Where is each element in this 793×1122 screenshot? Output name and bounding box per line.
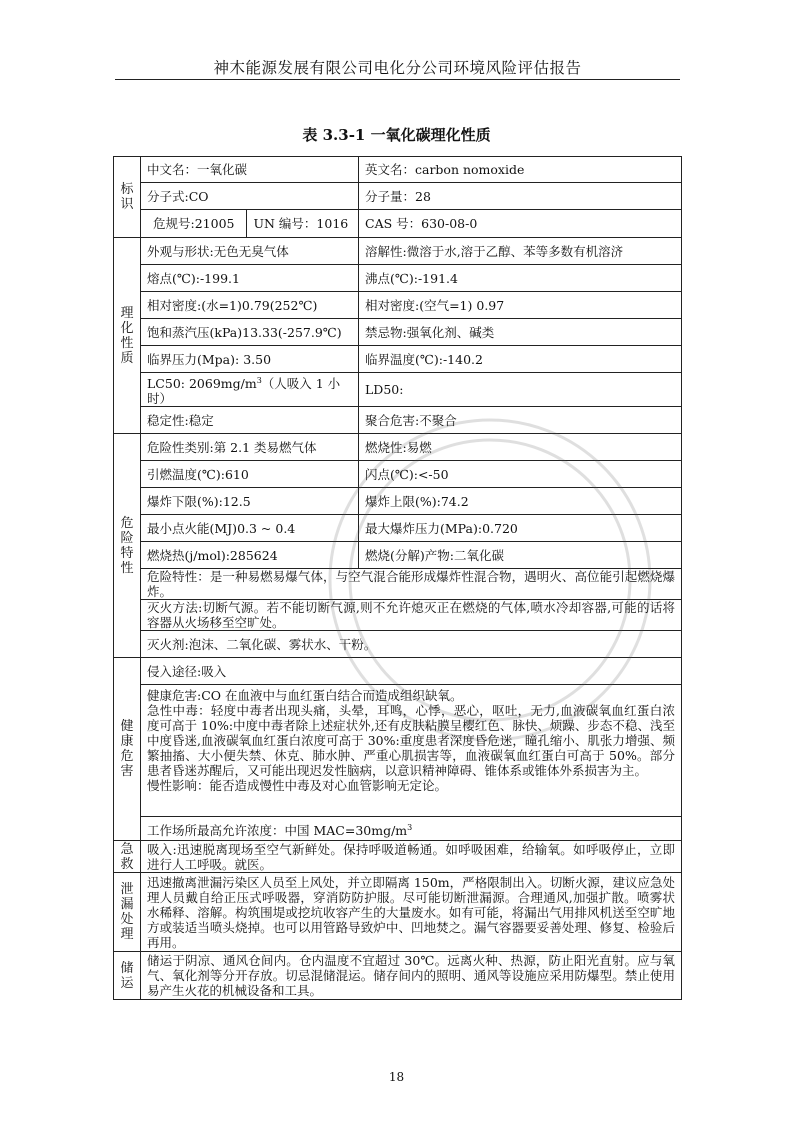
density-air: 相对密度:(空气=1) 0.97	[359, 292, 682, 319]
combustion-products: 燃烧(分解)产物:二氧化碳	[359, 542, 682, 569]
ld50: LD50:	[359, 373, 682, 407]
header-divider	[115, 79, 680, 80]
polymerization: 聚合危害:不聚合	[359, 407, 682, 434]
table-row	[114, 183, 682, 210]
ignition-temp: 引燃温度(℃):610	[141, 461, 359, 488]
table-row	[114, 515, 682, 542]
route-of-entry: 侵入途径:吸入	[141, 658, 682, 685]
page-header: 神木能源发展有限公司电化分公司环境风险评估报告	[213, 59, 582, 77]
table-row	[114, 319, 682, 346]
table-row	[114, 373, 682, 407]
heat-of-combustion: 燃烧热(j/mol):285624	[141, 542, 359, 569]
critical-pressure: 临界压力(Mpa): 3.50	[141, 346, 359, 373]
max-explosion-pressure: 最大爆炸压力(MPa):0.720	[359, 515, 682, 542]
hazard-category: 危险性类别:第 2.1 类易燃气体	[141, 434, 359, 461]
cas-no: CAS 号：630-08-0	[359, 210, 682, 238]
table-row	[114, 817, 682, 841]
table-row	[114, 292, 682, 319]
table-row	[114, 631, 682, 658]
page-number: 18	[388, 1070, 405, 1084]
first-aid-text: 吸入:迅速脱离现场至空气新鲜处。保持呼吸道畅通。如呼吸困难，给输氧。如呼吸停止，立即进行人工呼吸。就医。	[141, 841, 682, 873]
mol-weight: 分子量：28	[359, 183, 682, 210]
table-row	[114, 873, 682, 952]
acute-poisoning: 急性中毒：轻度中毒者出现头痛，头晕，耳鸣，心悸，恶心，呕吐，无力,血液碳氧血红蛋白浓度可高于 10%:中度中毒者除上述症状外,还有皮肤粘膜呈樱红色、脉快、烦躁、步态不稳、浅至中度昏迷,血液碳氧血红蛋白浓度可高于 30%:重度患者深度昏危迷，瞳孔缩小、肌张力增强、频繁抽搐、大小便失禁、休克、肺水肿、严重心肌损害等，血液碳氧血红蛋白可高于 50%。部分患者昏迷苏醒后，又可能出现迟发性脑病，以意识精神障碍、锥体系或锥体外系损害为主。	[147, 703, 675, 779]
table-row	[114, 346, 682, 373]
workplace-mac: 工作场所最高允许浓度：中国 $MAC=30mg/m^3$	[141, 817, 682, 841]
min-ignition-energy: 最小点火能(MJ)0.3 ~ 0.4	[141, 515, 359, 542]
section-label-health: 健康危害	[114, 658, 141, 841]
fire-fighting-method: 灭火方法:切断气源。若不能切断气源,则不允许熄灭正在燃烧的气体,喷水冷却容器,可能的话将容器从火场移至空旷处。	[141, 600, 682, 631]
incompatibles: 禁忌物:强氧化剂、碱类	[359, 319, 682, 346]
section-label-identity: 标识	[114, 157, 141, 238]
table-row	[114, 569, 682, 600]
flash-point: 闪点(℃):<-50	[359, 461, 682, 488]
chronic-effects: 慢性影响：能否造成慢性中毒及对心血管影响无定论。	[147, 778, 448, 794]
table-row	[114, 600, 682, 631]
section-label-leak: 泄漏处理	[114, 873, 141, 952]
formula: 分子式:CO	[141, 183, 359, 210]
table-row	[114, 841, 682, 873]
table-row	[114, 658, 682, 685]
cn-name: 中文名：一氧化碳	[141, 157, 359, 183]
density-water: 相对密度:(水=1)0.79(252℃)	[141, 292, 359, 319]
properties-table	[113, 156, 682, 1000]
section-label-physchem: 理化性质	[114, 238, 141, 434]
lower-explosion-limit: 爆炸下限(%):12.5	[141, 488, 359, 515]
leak-handling-text: 迅速撤离泄漏污染区人员至上风处，并立即隔离 150m，严格限制出入。切断火源，建议应急处理人员戴自给正压式呼吸器，穿消防防护服。尽可能切断泄漏源。合理通风,加强扩散。喷雾状水稀释、溶解。构筑围堤或挖坑收容产生的大量废水。如有可能，将漏出气用排风机送至空旷地方或装适当喷头烧掉。也可以用管路导致炉中、凹地焚之。漏气容器要妥善处理、修复、检验后再用。	[141, 873, 682, 952]
table-row	[114, 157, 682, 183]
vapor-pressure: 饱和蒸汽压(kPa)13.33(-257.9℃)	[141, 319, 359, 346]
upper-explosion-limit: 爆炸上限(%):74.2	[359, 488, 682, 515]
stability: 稳定性:稳定	[141, 407, 359, 434]
danger-description: 危险特性：是一种易燃易爆气体，与空气混合能形成爆炸性混合物，遇明火、高位能引起燃烧爆炸。	[141, 569, 682, 600]
critical-temp: 临界温度(℃):-140.2	[359, 346, 682, 373]
table-row	[114, 210, 682, 238]
section-label-storage: 储运	[114, 952, 141, 1000]
melting-point: 熔点(℃):-199.1	[141, 265, 359, 292]
table-row	[114, 265, 682, 292]
en-name: 英文名：carbon nomoxide	[359, 157, 682, 183]
lc50: LC50: $2069mg/m^3$（人吸入 1 小时）	[141, 373, 359, 407]
table-row	[114, 461, 682, 488]
table-title: 表 3.3-1 一氧化碳理化性质	[302, 126, 491, 144]
solubility: 溶解性:微溶于水,溶于乙醇、苯等多数有机溶济	[359, 238, 682, 265]
boiling-point: 沸点(℃):-191.4	[359, 265, 682, 292]
table-row	[114, 488, 682, 515]
un-no: UN 编号：1016	[246, 210, 352, 237]
section-label-firstaid: 急救	[114, 841, 141, 873]
table-row	[114, 238, 682, 265]
hazard-no: 危规号:21005	[153, 216, 235, 231]
health-effects: 健康危害:CO 在血液中与血红蛋白结合而造成组织缺氧。	[147, 688, 463, 704]
extinguishing-agent: 灭火剂:泡沫、二氧化碳、雾状水、干粉。	[141, 631, 682, 658]
table-row	[114, 542, 682, 569]
appearance: 外观与形状:无色无臭气体	[141, 238, 359, 265]
section-label-hazard: 危险特性	[114, 434, 141, 658]
storage-text: 储运于阴凉、通风仓间内。仓内温度不宜超过 30℃。远离火种、热源，防止阳光直射。应与氧气、氧化剂等分开存放。切忌混储混运。储存间内的照明、通风等设施应采用防爆型。禁止使用易产生火花的机械设备和工具。	[141, 952, 682, 1000]
table-row	[114, 952, 682, 1000]
flammability: 燃烧性:易燃	[359, 434, 682, 461]
table-row	[114, 685, 682, 817]
table-row	[114, 407, 682, 434]
table-row	[114, 434, 682, 461]
